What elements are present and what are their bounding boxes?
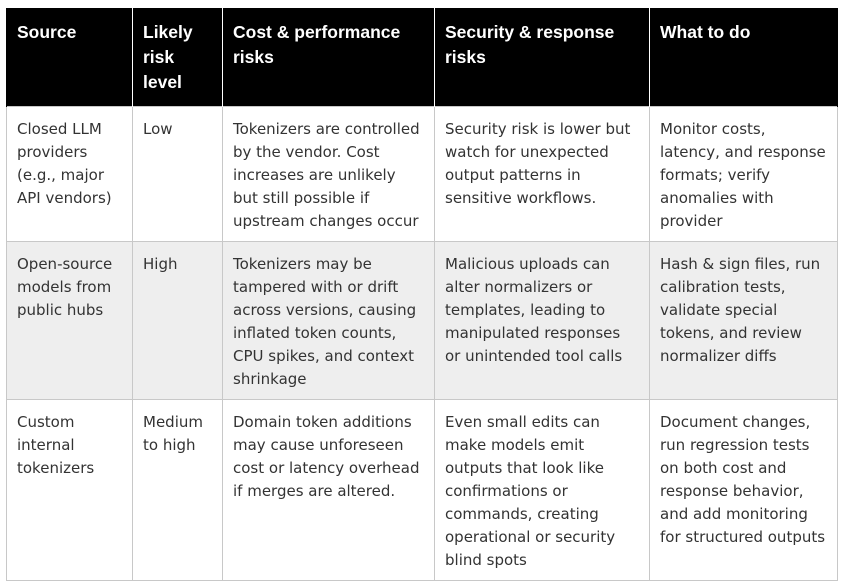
table-row	[7, 241, 838, 399]
cell-what-to-do: Monitor costs, latency, and response formats; verify anomalies with provider	[650, 106, 838, 241]
cell-cost-performance: Tokenizers are controlled by the vendor. Cost increases are unlikely but still possible if upstream changes occur	[223, 106, 435, 241]
header-cost-performance: Cost & performance risks	[223, 8, 435, 106]
table-body	[7, 106, 838, 580]
header-what-to-do: What to do	[650, 8, 838, 106]
risk-table	[6, 8, 838, 581]
cell-what-to-do: Hash & sign files, run calibration tests, validate special tokens, and review normalizer diffs	[650, 241, 838, 399]
cell-risk-level: Low	[133, 106, 223, 241]
header-row	[7, 8, 838, 106]
header-risk-level: Likely risk level	[133, 8, 223, 106]
cell-cost-performance: Tokenizers may be tampered with or drift across versions, causing inflated token counts, CPU spikes, and context shrinkage	[223, 241, 435, 399]
cell-source: Closed LLM providers (e.g., major API vendors)	[7, 106, 133, 241]
cell-security-response: Security risk is lower but watch for unexpected output patterns in sensitive workflows.	[435, 106, 650, 241]
cell-risk-level: High	[133, 241, 223, 399]
cell-what-to-do: Document changes, run regression tests on both cost and response behavior, and add monitoring for structured outputs	[650, 399, 838, 580]
header-source: Source	[7, 8, 133, 106]
cell-source: Open-source models from public hubs	[7, 241, 133, 399]
cell-cost-performance: Domain token additions may cause unforeseen cost or latency overhead if merges are altered.	[223, 399, 435, 580]
cell-security-response: Even small edits can make models emit outputs that look like confirmations or commands, creating operational or security blind spots	[435, 399, 650, 580]
table-header	[7, 8, 838, 106]
cell-risk-level: Medium to high	[133, 399, 223, 580]
table-row	[7, 106, 838, 241]
cell-security-response: Malicious uploads can alter normalizers or templates, leading to manipulated responses or unintended tool calls	[435, 241, 650, 399]
cell-source: Custom internal tokenizers	[7, 399, 133, 580]
table-row	[7, 399, 838, 580]
header-security-response: Security & response risks	[435, 8, 650, 106]
